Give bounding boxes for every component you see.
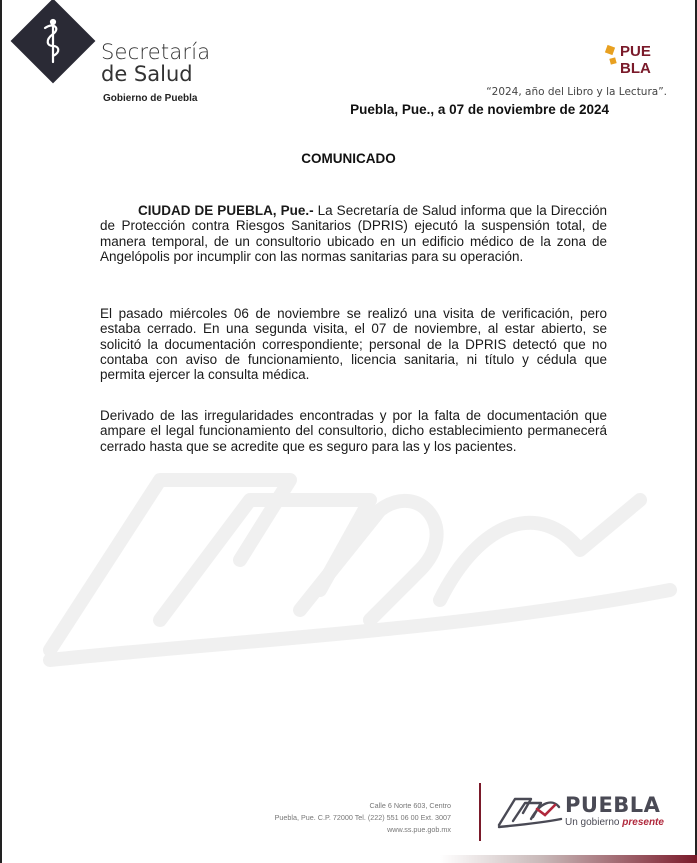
puebla-mini-top: PUE (620, 43, 651, 60)
org-subtitle: Gobierno de Puebla (103, 93, 198, 104)
address-line-1: Calle 6 Norte 603, Centro (369, 801, 451, 810)
footer-divider (479, 783, 481, 841)
org-name-line1: Secretaría (101, 40, 211, 64)
footer-address (275, 800, 451, 836)
caduceus-icon (38, 18, 68, 64)
footer-tagline (565, 817, 664, 828)
address-line-3: www.ss.pue.gob.mx (387, 825, 451, 834)
paragraph-3: Derivado de las irregularidades encontradas y por la falta de documentación que ampare el legal funcionamiento del consultorio, dicho establecimiento permanecerá cerrado hasta que se acredite que es seguro para las y los pacientes. (100, 408, 607, 454)
watermark-emblem (40, 440, 680, 670)
document-title: COMUNICADO (301, 151, 396, 166)
year-motto: “2024, año del Libro y la Lectura”. (486, 86, 667, 98)
puebla-mini-bottom: BLA (620, 60, 651, 76)
bottom-color-band (440, 855, 697, 863)
footer-brand: PUEBLA (565, 793, 661, 817)
puebla-emblem-icon (497, 789, 563, 829)
paragraph-2: El pasado miércoles 06 de noviembre se realizó una visita de verificación, pero estaba cerrado. En una segunda visita, el 07 de noviembre, al estar abierto, se solicitó la documentación correspondiente; personal de la DPRIS detectó que no contaba con aviso de funcionamiento, licencia sanitaria, ni título y cédula que permita ejercer la consulta médica. (100, 306, 607, 383)
org-name-line2: de Salud (101, 62, 193, 86)
salud-logo (8, 0, 98, 86)
document-date: Puebla, Pue., a 07 de noviembre de 2024 (350, 102, 609, 117)
puebla-mini-logo (604, 40, 664, 76)
left-border (0, 0, 2, 863)
paragraph-1-lead: CIUDAD DE PUEBLA, Pue.- (138, 203, 314, 218)
tagline-emphasis: presente (622, 817, 664, 828)
paragraph-1-body: La Secretaría de Salud informa que la Dirección de Protección contra Riesgos Sanitarios (DPRIS) ejecutó la suspensión total, de manera temporal, de un consultorio ubicado en un edificio médico de la zona de Angelópolis por incumplir con las normas sanitarias para su operación. (100, 203, 607, 264)
paragraph-1 (100, 203, 607, 264)
address-line-2: Puebla, Pue. C.P. 72000 Tel. (222) 551 06 00 Ext. 3007 (274, 813, 451, 822)
tagline-prefix: Un gobierno (565, 817, 623, 828)
